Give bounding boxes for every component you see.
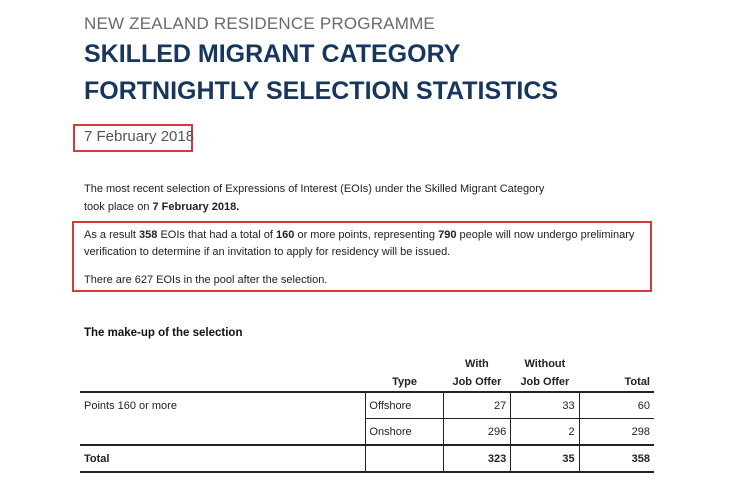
row-with: 27 xyxy=(443,392,511,419)
total-with: 323 xyxy=(443,445,511,472)
header-total: Total xyxy=(579,355,654,392)
total-without: 35 xyxy=(511,445,579,472)
makeup-heading: The make-up of the selection xyxy=(84,327,243,339)
table-total-row xyxy=(80,445,654,472)
row-without: 33 xyxy=(511,392,579,419)
header-with-job-offer: With Job Offer xyxy=(443,355,511,392)
table-row xyxy=(80,392,654,419)
row-type: Offshore xyxy=(366,392,443,419)
total-type xyxy=(366,445,443,472)
table-row xyxy=(80,419,654,446)
header-type: Type xyxy=(366,355,443,392)
total-total: 358 xyxy=(579,445,654,472)
result-line-2: verification to determine if an invitation to apply for residency will be issued. xyxy=(84,246,451,258)
total-label: Total xyxy=(80,445,366,472)
page-title-line2: FORTNIGHTLY SELECTION STATISTICS xyxy=(84,77,559,105)
row-without: 2 xyxy=(511,419,579,446)
result-line-1: As a result 358 EOIs that had a total of 160 or more points, representing 790 people will now undergo preliminary xyxy=(84,229,635,241)
row-label: Points 160 or more xyxy=(84,399,177,412)
row-label xyxy=(80,419,366,446)
header-without-job-offer: Without Job Offer xyxy=(511,355,579,392)
row-with: 296 xyxy=(443,419,511,446)
row-total: 298 xyxy=(579,419,654,446)
makeup-table xyxy=(80,355,654,473)
programme-subtitle: NEW ZEALAND RESIDENCE PROGRAMME xyxy=(84,14,435,33)
pool-statement: There are 627 EOIs in the pool after the selection. xyxy=(84,274,328,286)
header-blank xyxy=(80,355,366,392)
selection-date: 7 February 2018 xyxy=(84,128,195,145)
row-total: 60 xyxy=(579,392,654,419)
table-header-row xyxy=(80,355,654,392)
page-title-line1: SKILLED MIGRANT CATEGORY xyxy=(84,40,461,68)
intro-line-2: took place on 7 February 2018. xyxy=(84,201,240,213)
intro-line-1: The most recent selection of Expressions of Interest (EOIs) under the Skilled Migrant Category xyxy=(84,183,545,195)
row-type: Onshore xyxy=(366,419,443,446)
